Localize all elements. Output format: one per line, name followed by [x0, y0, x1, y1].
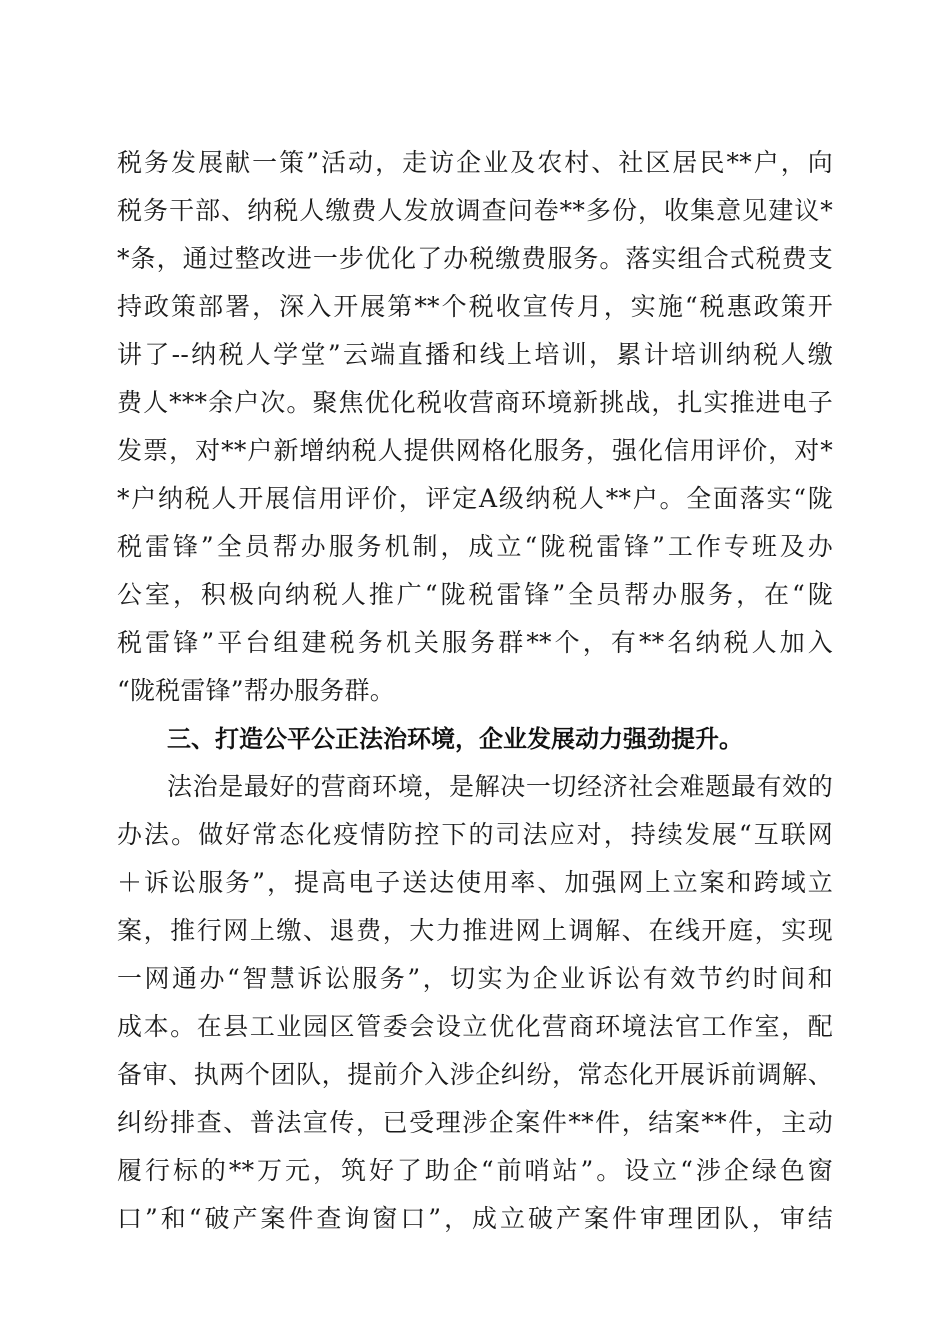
body-text-line: 备审、执两个团队，提前介入涉企纠纷，常态化开展诉前调解、: [117, 1060, 833, 1089]
body-text-line: 成本。在县工业园区管委会设立优化营商环境法官工作室，配: [117, 1012, 833, 1041]
body-text-line: *条，通过整改进一步优化了办税缴费服务。落实组合式税费支: [117, 244, 833, 273]
body-text-line: 税雷锋”平台组建税务机关服务群**个，有**名纳税人加入: [117, 628, 833, 657]
section-heading: 三、打造公平公正法治环境，企业发展动力强劲提升。: [167, 725, 743, 753]
body-text-line: 税务发展献一策”活动，走访企业及农村、社区居民**户，向: [117, 148, 833, 177]
body-text-line: ＋诉讼服务”，提高电子送达使用率、加强网上立案和跨域立: [117, 868, 833, 897]
body-text-line: 履行标的**万元，筑好了助企“前哨站”。设立“涉企绿色窗: [117, 1156, 833, 1185]
body-text-line: 持政策部署，深入开展第**个税收宣传月，实施“税惠政策开: [117, 292, 833, 321]
body-text-line: 纠纷排查、普法宣传，已受理涉企案件**件，结案**件，主动: [117, 1108, 833, 1137]
body-text-line: 费人***余户次。聚焦优化税收营商环境新挑战，扎实推进电子: [117, 388, 833, 417]
body-text-line: 讲了--纳税人学堂”云端直播和线上培训，累计培训纳税人缴: [117, 340, 833, 369]
body-text-line: 税务干部、纳税人缴费人发放调查问卷**多份，收集意见建议*: [117, 196, 833, 225]
body-text-line: 发票，对**户新增纳税人提供网格化服务，强化信用评价，对*: [117, 436, 833, 465]
body-text-line: 法治是最好的营商环境，是解决一切经济社会难题最有效的: [167, 772, 833, 801]
body-text-line: 办法。做好常态化疫情防控下的司法应对，持续发展“互联网: [117, 820, 833, 849]
body-text-line: 税雷锋”全员帮办服务机制，成立“陇税雷锋”工作专班及办: [117, 532, 833, 561]
body-text-line: *户纳税人开展信用评价，评定A级纳税人**户。全面落实“陇: [117, 484, 833, 513]
body-text-line: 口”和“破产案件查询窗口”，成立破产案件审理团队，审结: [117, 1204, 833, 1233]
body-text-line: “陇税雷锋”帮办服务群。: [117, 676, 395, 705]
body-text-line: 一网通办“智慧诉讼服务”，切实为企业诉讼有效节约时间和: [117, 964, 833, 993]
body-text-line: 案，推行网上缴、退费，大力推进网上调解、在线开庭，实现: [117, 916, 833, 945]
body-text-line: 公室，积极向纳税人推广“陇税雷锋”全员帮办服务，在“陇: [117, 580, 833, 609]
